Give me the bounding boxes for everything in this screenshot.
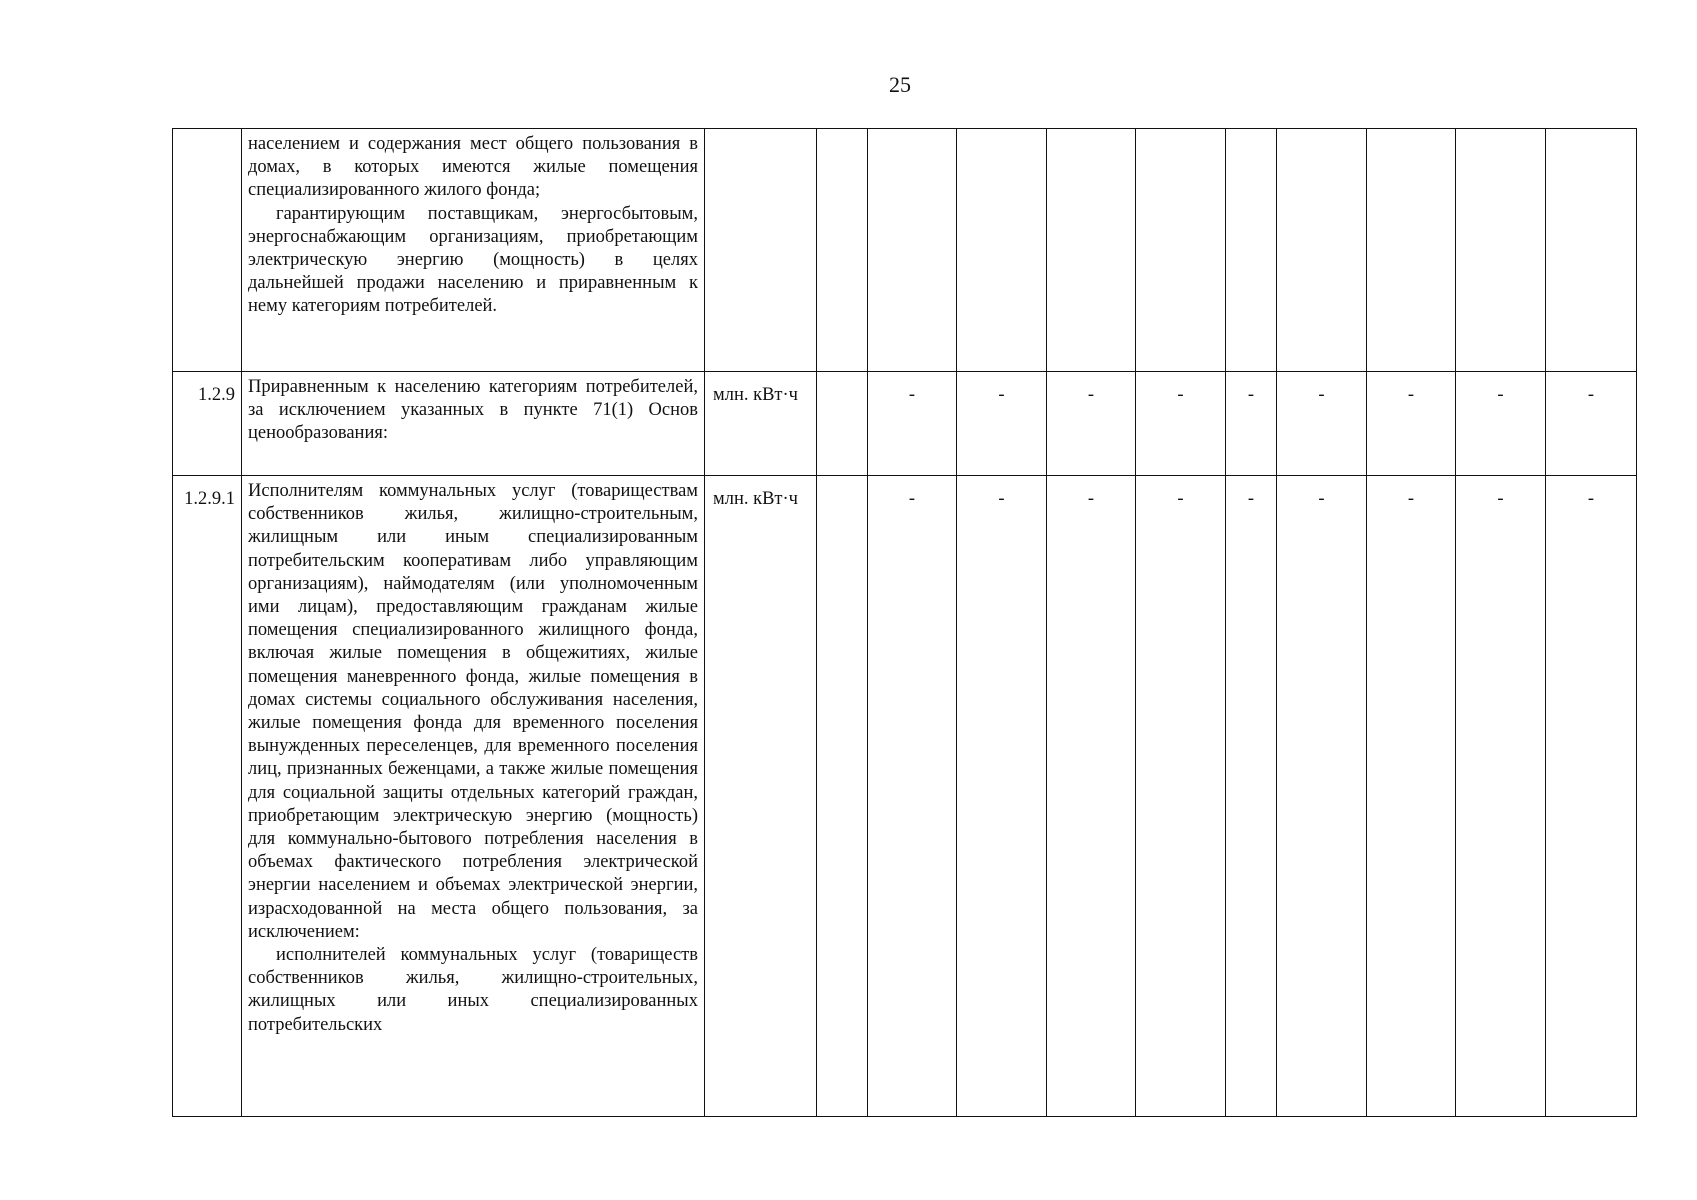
value-cell: - [1226,476,1277,1117]
row-number [173,129,242,372]
description-paragraph: Исполнителям коммунальных услуг (товариществам собственников жилья, жилищно-строительным, жилищным или иным специализированным потребительским кооперативам либо управляющим организациям), наймодателям (или уполномоченным ими лицам), предоставляющим гражданам жилые помещения специализированного жилищного фонда, включая жилые помещения в общежитиях, жилые помещения маневренного фонда, жилые помещения в домах системы социального обслуживания населения, жилые помещения фонда для временного поселения вынужденных переселенцев, для временного поселения лиц, признанных беженцами, а также жилые помещения для социальной защиты отдельных категорий граждан, приобретающим электрическую энергию (мощность) для коммунально-бытового потребления населения в объемах фактического потребления электрической энергии населением и объемах электрической энергии, израсходованной на места общего пользования, за исключением: [248,481,698,942]
value-cell: - [1456,476,1546,1117]
value-cell [868,129,957,372]
value-cell: - [1047,372,1136,476]
page-number: 25 [889,72,911,97]
row-number: 1.2.9 [173,372,242,476]
table-row [173,476,1637,1117]
value-cell: - [868,372,957,476]
value-cell: - [868,476,957,1117]
value-cell [1456,129,1546,372]
value-cell [957,129,1047,372]
value-cell [817,372,868,476]
row-number: 1.2.9.1 [173,476,242,1117]
value-cell: - [1546,372,1637,476]
value-cell: - [957,476,1047,1117]
value-cell: - [1047,476,1136,1117]
row-description [242,476,705,1117]
value-cell: - [1136,476,1226,1117]
row-unit: млн. кВт·ч [705,476,817,1117]
row-unit [705,129,817,372]
description-paragraph: Приравненным к населению категориям потребителей, за исключением указанных в пункте 71(1) Основ ценообразования: [248,377,698,444]
row-description [242,129,705,372]
value-cell: - [1546,476,1637,1117]
description-paragraph: исполнителей коммунальных услуг (товариществ собственников жилья, жилищно-строительных, жилищных или иных специализированных потребительских [248,945,698,1035]
table-row [173,372,1637,476]
value-cell: - [1136,372,1226,476]
value-cell [1367,129,1456,372]
tariff-table [172,128,1637,1117]
description-paragraph: населением и содержания мест общего пользования в домах, в которых имеются жилые помещения специализированного жилого фонда; [248,134,698,201]
value-cell [1047,129,1136,372]
value-cell [1136,129,1226,372]
value-cell: - [1456,372,1546,476]
value-cell [1226,129,1277,372]
value-cell: - [1367,476,1456,1117]
value-cell: - [1277,372,1367,476]
value-cell: - [957,372,1047,476]
value-cell [817,129,868,372]
table-row [173,129,1637,372]
row-unit: млн. кВт·ч [705,372,817,476]
value-cell [1546,129,1637,372]
description-paragraph: гарантирующим поставщикам, энергосбытовым, энергоснабжающим организациям, приобретающим электрическую энергию (мощность) в целях дальнейшей продажи населению и приравненным к нему категориям потребителей. [248,203,698,317]
row-description [242,372,705,476]
value-cell [1277,129,1367,372]
value-cell: - [1277,476,1367,1117]
value-cell: - [1367,372,1456,476]
value-cell [817,476,868,1117]
value-cell: - [1226,372,1277,476]
